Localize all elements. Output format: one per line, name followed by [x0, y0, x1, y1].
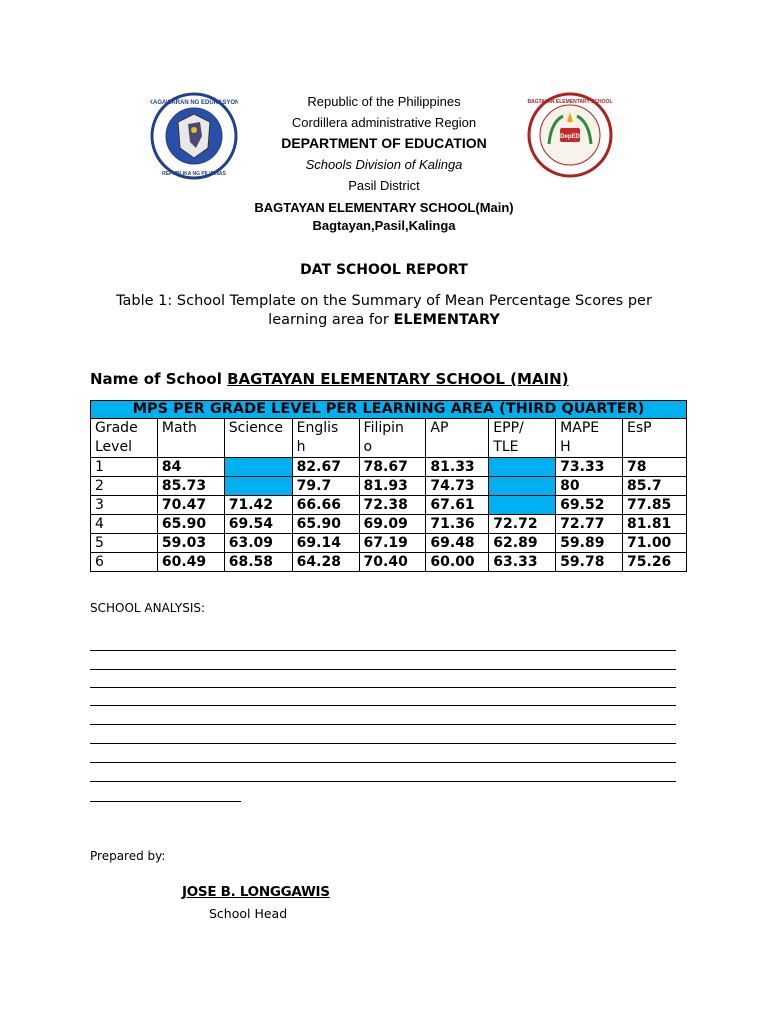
- score-cell: 72.38: [359, 496, 426, 515]
- column-header: MAPE H: [556, 419, 623, 458]
- header-school-name: BAGTAYAN ELEMENTARY SCHOOL(Main): [254, 200, 514, 215]
- report-title: DAT SCHOOL REPORT: [300, 262, 468, 278]
- score-cell: 72.72: [489, 515, 556, 534]
- table-header-row: [91, 419, 687, 458]
- score-cell: [489, 477, 556, 496]
- table-row: [91, 515, 687, 534]
- score-cell: 69.48: [426, 534, 489, 553]
- grade-cell: 1: [91, 458, 158, 477]
- column-header: EPP/ TLE: [489, 419, 556, 458]
- analysis-line: [90, 650, 676, 651]
- table-row: [91, 458, 687, 477]
- school-name-label: Name of School: [90, 370, 228, 388]
- score-cell: 85.73: [157, 477, 224, 496]
- table-row: [91, 496, 687, 515]
- caption-text: Table 1: School Template on the Summary of Mean Percentage Scores per learning area for: [116, 293, 652, 328]
- column-header: Filipin o: [359, 419, 426, 458]
- signer-role: School Head: [209, 906, 288, 921]
- score-cell: 60.49: [157, 553, 224, 572]
- prepared-by-label: Prepared by:: [90, 849, 166, 863]
- analysis-line: [90, 669, 676, 670]
- score-cell: 59.78: [556, 553, 623, 572]
- table-row: [91, 477, 687, 496]
- score-cell: 79.7: [292, 477, 359, 496]
- grade-cell: 4: [91, 515, 158, 534]
- score-cell: 69.52: [556, 496, 623, 515]
- score-cell: 75.26: [623, 553, 687, 572]
- column-header: Grade Level: [91, 419, 158, 458]
- svg-text:BAGTAYAN ELEMENTARY SCHOOL: BAGTAYAN ELEMENTARY SCHOOL: [527, 99, 613, 105]
- score-cell: 70.47: [157, 496, 224, 515]
- table-row: [91, 553, 687, 572]
- score-cell: 77.85: [623, 496, 687, 515]
- grade-cell: 6: [91, 553, 158, 572]
- school-name-value: BAGTAYAN ELEMENTARY SCHOOL (MAIN): [227, 370, 569, 388]
- score-cell: 63.33: [489, 553, 556, 572]
- seal-lettering: KAGAWARAN NG EDUKASYON: [150, 100, 238, 106]
- score-cell: 65.90: [157, 515, 224, 534]
- score-cell: 69.09: [359, 515, 426, 534]
- table-title: MPS PER GRADE LEVEL PER LEARNING AREA (THIRD QUARTER): [91, 401, 687, 419]
- header-region: Cordillera administrative Region: [291, 115, 477, 130]
- signer-name: JOSE B. LONGGAWIS: [182, 884, 330, 900]
- score-cell: 80: [556, 477, 623, 496]
- header-school-address: Bagtayan,Pasil,Kalinga: [312, 218, 456, 233]
- score-cell: [224, 477, 292, 496]
- score-cell: 62.89: [489, 534, 556, 553]
- grade-cell: 3: [91, 496, 158, 515]
- mps-table: [90, 400, 687, 572]
- score-cell: 71.42: [224, 496, 292, 515]
- column-header: AP: [426, 419, 489, 458]
- score-cell: 81.33: [426, 458, 489, 477]
- column-header: Math: [157, 419, 224, 458]
- score-cell: 71.36: [426, 515, 489, 534]
- analysis-line: [90, 724, 676, 725]
- grade-cell: 2: [91, 477, 158, 496]
- score-cell: 63.09: [224, 534, 292, 553]
- score-cell: 72.77: [556, 515, 623, 534]
- score-cell: 65.90: [292, 515, 359, 534]
- analysis-line: [90, 781, 676, 782]
- score-cell: 73.33: [556, 458, 623, 477]
- score-cell: 85.7: [623, 477, 687, 496]
- score-cell: 60.00: [426, 553, 489, 572]
- analysis-line: [90, 687, 676, 688]
- score-cell: [489, 458, 556, 477]
- svg-text:REPUBLIKA NG PILIPINAS: REPUBLIKA NG PILIPINAS: [162, 171, 226, 177]
- score-cell: 84: [157, 458, 224, 477]
- score-cell: [489, 496, 556, 515]
- header-republic: Republic of the Philippines: [307, 94, 461, 109]
- score-cell: 78.67: [359, 458, 426, 477]
- table-body: [91, 419, 687, 572]
- school-name-field: [90, 370, 569, 388]
- score-cell: 69.54: [224, 515, 292, 534]
- analysis-label: SCHOOL ANALYSIS:: [90, 601, 206, 615]
- table-caption: [0, 292, 768, 330]
- score-cell: 59.03: [157, 534, 224, 553]
- grade-cell: 5: [91, 534, 158, 553]
- score-cell: 78: [623, 458, 687, 477]
- score-cell: 67.61: [426, 496, 489, 515]
- score-cell: 59.89: [556, 534, 623, 553]
- score-cell: 74.73: [426, 477, 489, 496]
- table-row: [91, 534, 687, 553]
- score-cell: 66.66: [292, 496, 359, 515]
- score-cell: 81.93: [359, 477, 426, 496]
- svg-text:DepED: DepED: [560, 134, 580, 140]
- column-header: Englis h: [292, 419, 359, 458]
- column-header: Science: [224, 419, 292, 458]
- score-cell: 67.19: [359, 534, 426, 553]
- score-cell: 68.58: [224, 553, 292, 572]
- score-cell: 82.67: [292, 458, 359, 477]
- analysis-line: [90, 705, 676, 706]
- analysis-line: [90, 762, 676, 763]
- analysis-line: [90, 743, 676, 744]
- header-department: DEPARTMENT OF EDUCATION: [281, 135, 487, 151]
- column-header: EsP: [623, 419, 687, 458]
- score-cell: 81.81: [623, 515, 687, 534]
- caption-level: ELEMENTARY: [393, 312, 500, 328]
- score-cell: 64.28: [292, 553, 359, 572]
- score-cell: 69.14: [292, 534, 359, 553]
- score-cell: [224, 458, 292, 477]
- analysis-line: [90, 801, 241, 802]
- score-cell: 71.00: [623, 534, 687, 553]
- header-district: Pasil District: [348, 178, 420, 193]
- header-division: Schools Division of Kalinga: [305, 157, 463, 172]
- score-cell: 70.40: [359, 553, 426, 572]
